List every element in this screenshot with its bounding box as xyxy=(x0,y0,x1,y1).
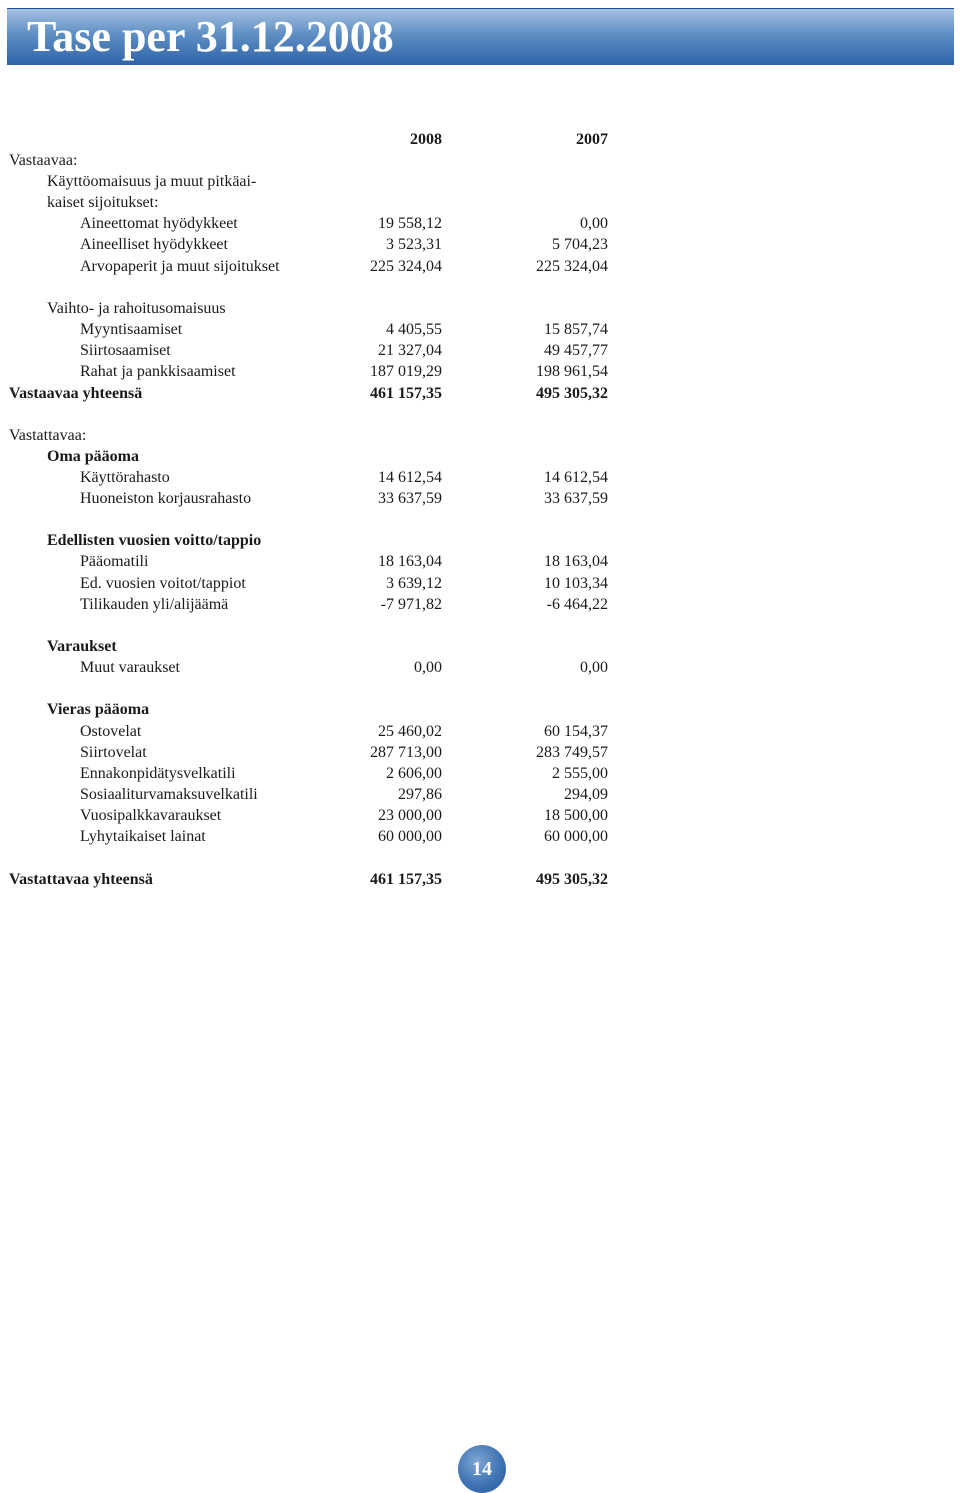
table-row xyxy=(0,784,960,805)
value-2008: 461 157,35 xyxy=(370,385,442,402)
row-label: Huoneiston korjausrahasto xyxy=(80,490,252,507)
value-2007: 60 000,00 xyxy=(544,828,608,845)
row-label: Siirtosaamiset xyxy=(80,342,171,359)
row-label: Vuosipalkkavaraukset xyxy=(80,807,222,824)
table-row xyxy=(0,425,960,446)
title-bar xyxy=(7,8,954,65)
column-header-row xyxy=(0,129,960,150)
table-row xyxy=(0,826,960,847)
value-2007: 14 612,54 xyxy=(544,469,608,486)
table-row xyxy=(0,171,960,192)
table-row xyxy=(0,150,960,171)
value-2008: 297,86 xyxy=(398,786,442,803)
value-2008: 2 606,00 xyxy=(386,765,442,782)
value-2007: 18 500,00 xyxy=(544,807,608,824)
page-number: 14 xyxy=(458,1445,506,1493)
value-2008: 3 639,12 xyxy=(386,575,442,592)
value-2008: 287 713,00 xyxy=(370,744,442,761)
row-label: Aineelliset hyödykkeet xyxy=(80,236,228,253)
row-label: Ostovelat xyxy=(80,723,142,740)
value-2007: 33 637,59 xyxy=(544,490,608,507)
row-label: Varaukset xyxy=(47,638,117,655)
row-label: Muut varaukset xyxy=(80,659,180,676)
value-2007: 49 457,77 xyxy=(544,342,608,359)
table-row xyxy=(0,573,960,594)
table-row xyxy=(0,869,960,890)
value-2007: 0,00 xyxy=(580,659,608,676)
table-row xyxy=(0,805,960,826)
row-label: Vastaavaa yhteensä xyxy=(9,385,143,402)
row-label: Siirtovelat xyxy=(80,744,147,761)
row-label: Oma pääoma xyxy=(47,448,139,465)
row-label: Rahat ja pankkisaamiset xyxy=(80,363,236,380)
row-label: Ennakonpidätysvelkatili xyxy=(80,765,236,782)
value-2007: 18 163,04 xyxy=(544,553,608,570)
value-2007: 5 704,23 xyxy=(552,236,608,253)
row-label: Myyntisaamiset xyxy=(80,321,183,338)
value-2008: 461 157,35 xyxy=(370,871,442,888)
row-label: Sosiaaliturvamaksuvelkatili xyxy=(80,786,258,803)
value-2007: 225 324,04 xyxy=(536,258,608,275)
table-row xyxy=(0,488,960,509)
table-row xyxy=(0,742,960,763)
table-row xyxy=(0,340,960,361)
row-label: Arvopaperit ja muut sijoitukset xyxy=(80,258,280,275)
value-2008: 25 460,02 xyxy=(378,723,442,740)
row-label: Edellisten vuosien voitto/tappio xyxy=(47,532,262,549)
value-2008: 18 163,04 xyxy=(378,553,442,570)
column-header-2007: 2007 xyxy=(576,131,608,148)
value-2007: -6 464,22 xyxy=(546,596,608,613)
row-label: Tilikauden yli/alijäämä xyxy=(80,596,229,613)
table-row xyxy=(0,763,960,784)
value-2008: 187 019,29 xyxy=(370,363,442,380)
table-row xyxy=(0,594,960,615)
value-2007: 294,09 xyxy=(564,786,608,803)
table-row xyxy=(0,699,960,720)
table-row xyxy=(0,192,960,213)
table-row xyxy=(0,383,960,404)
column-header-2008: 2008 xyxy=(410,131,442,148)
value-2008: 33 637,59 xyxy=(378,490,442,507)
value-2007: 15 857,74 xyxy=(544,321,608,338)
table-row xyxy=(0,530,960,551)
page-title: Tase per 31.12.2008 xyxy=(27,12,394,61)
row-label: Vastattavaa yhteensä xyxy=(9,871,153,888)
value-2007: 495 305,32 xyxy=(536,871,608,888)
row-label: Ed. vuosien voitot/tappiot xyxy=(80,575,246,592)
value-2008: 4 405,55 xyxy=(386,321,442,338)
value-2008: 225 324,04 xyxy=(370,258,442,275)
row-label: Vastaavaa: xyxy=(9,152,78,169)
table-row xyxy=(0,657,960,678)
value-2007: 495 305,32 xyxy=(536,385,608,402)
value-2007: 60 154,37 xyxy=(544,723,608,740)
value-2007: 2 555,00 xyxy=(552,765,608,782)
row-label: Käyttöomaisuus ja muut pitkäai- xyxy=(47,173,257,190)
value-2008: 0,00 xyxy=(414,659,442,676)
table-row xyxy=(0,551,960,572)
value-2008: 21 327,04 xyxy=(378,342,442,359)
value-2007: 0,00 xyxy=(580,215,608,232)
table-row xyxy=(0,361,960,382)
table-row xyxy=(0,446,960,467)
value-2008: 3 523,31 xyxy=(386,236,442,253)
table-row xyxy=(0,636,960,657)
value-2007: 283 749,57 xyxy=(536,744,608,761)
row-label: Lyhytaikaiset lainat xyxy=(80,828,206,845)
value-2008: 23 000,00 xyxy=(378,807,442,824)
table-row xyxy=(0,213,960,234)
table-row xyxy=(0,298,960,319)
value-2008: 14 612,54 xyxy=(378,469,442,486)
row-label: kaiset sijoitukset: xyxy=(47,194,159,211)
row-label: Vaihto- ja rahoitusomaisuus xyxy=(47,300,226,317)
value-2007: 198 961,54 xyxy=(536,363,608,380)
table-row xyxy=(0,319,960,340)
value-2008: 19 558,12 xyxy=(378,215,442,232)
row-label: Vieras pääoma xyxy=(47,701,150,718)
value-2007: 10 103,34 xyxy=(544,575,608,592)
table-row xyxy=(0,234,960,255)
table-row xyxy=(0,467,960,488)
value-2008: -7 971,82 xyxy=(380,596,442,613)
table-row xyxy=(0,256,960,277)
row-label: Vastattavaa: xyxy=(9,427,87,444)
row-label: Pääomatili xyxy=(80,553,149,570)
row-label: Aineettomat hyödykkeet xyxy=(80,215,238,232)
table-row xyxy=(0,721,960,742)
value-2008: 60 000,00 xyxy=(378,828,442,845)
row-label: Käyttörahasto xyxy=(80,469,170,486)
